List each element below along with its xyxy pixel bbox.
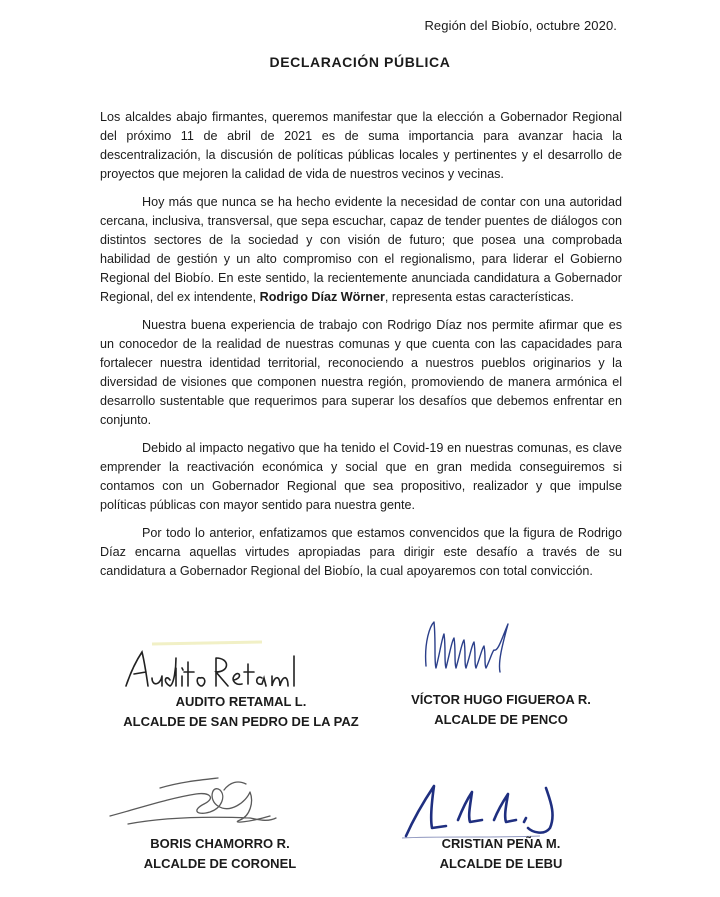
- paragraph-4: Debido al impacto negativo que ha tenido el Covid-19 en nuestras comunas, es clave emprender la reactivación económica y social que en gran medida conseguiremos si contamos con un Gobernador Regional que sea propositivo, realizador y que impulse políticas públicas con mayor sentido para nuestra gente.: [100, 441, 622, 512]
- signatory-3-name: BORIS CHAMORRO R.: [150, 836, 290, 851]
- signatory-4-name: CRISTIAN PEÑA M.: [441, 836, 561, 851]
- signatory-1-name: AUDITO RETAMAL L.: [175, 694, 307, 709]
- declaration-body: [100, 108, 622, 590]
- signature-boris-chamorro: [100, 772, 290, 834]
- signature-audito-retamal: [112, 628, 302, 696]
- paragraph-2-text-b: , representa estas características.: [384, 290, 574, 304]
- signatory-2-name: VÍCTOR HUGO FIGUEROA R.: [411, 692, 591, 707]
- signatory-4: [386, 834, 616, 874]
- paragraph-2: [100, 193, 622, 307]
- paragraph-5: Por todo lo anterior, enfatizamos que estamos convencidos que la figura de Rodrigo Díaz encarna aquellas virtudes apropiadas para dirigir este desafío a través de su candidatura a Gobernador Regional del Biobío, la cual apoyaremos con total convicción.: [100, 526, 622, 578]
- signatory-1-role: ALCALDE DE SAN PEDRO DE LA PAZ: [123, 714, 359, 729]
- place-date: Región del Biobío, octubre 2020.: [424, 18, 617, 33]
- page-title: DECLARACIÓN PÚBLICA: [269, 54, 451, 70]
- paragraph-3: Nuestra buena experiencia de trabajo con Rodrigo Díaz nos permite afirmar que es un conocedor de la realidad de nuestras comunas y que cuenta con las capacidades para fortalecer nuestra identidad territorial, reconociendo a nuestros pueblos originarios y la diversidad de visiones que componen nuestra región, promoviendo de manera armónica el desarrollo sustentable que requerimos para superar los desafíos que debemos enfrentar en conjunto.: [100, 318, 622, 427]
- signatory-2-role: ALCALDE DE PENCO: [434, 712, 568, 727]
- paragraph-1: Los alcaldes abajo firmantes, queremos manifestar que la elección a Gobernador Regional del próximo 11 de abril de 2021 es de suma importancia para avanzar hacia la descentralización, la discusión de políticas públicas locales y pertinentes y el desarrollo de proyectos que mejoren la calidad de vida de nuestros vecinos y vecinas.: [100, 110, 622, 181]
- signatory-2: [376, 690, 626, 730]
- signatory-3: [100, 834, 340, 874]
- paragraph-2-text-a: Hoy más que nunca se ha hecho evidente la necesidad de contar con una autoridad cercana, inclusiva, transversal, que sepa escuchar, capaz de tender puentes de diálogos con distintos sectores de la sociedad y con visión de futuro; que posea una comprobada habilidad de gestión y un alto compromiso con el regionalismo, para liderar el Gobierno Regional del Biobío. En este sentido, la recientemente anunciada candidatura a Gobernador Regional, del ex intendente,: [100, 195, 622, 304]
- signatory-3-role: ALCALDE DE CORONEL: [143, 856, 297, 871]
- signature-victor-hugo-figueroa: [418, 612, 528, 684]
- candidate-name: Rodrigo Díaz Wörner: [259, 290, 385, 304]
- signatory-4-role: ALCALDE DE LEBU: [439, 856, 563, 871]
- signatory-1: [96, 692, 386, 732]
